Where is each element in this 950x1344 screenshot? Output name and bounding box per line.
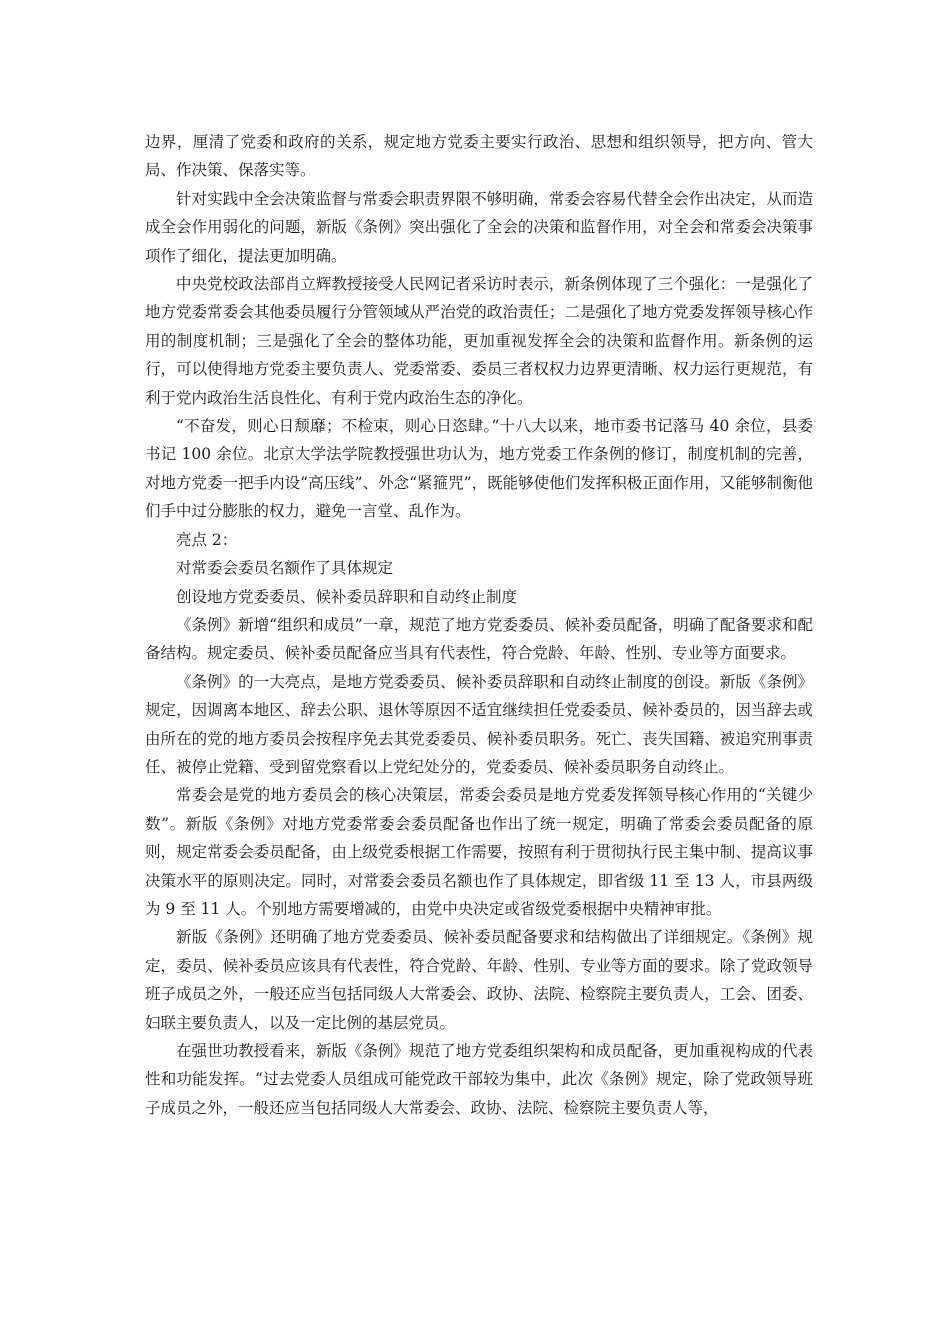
paragraph-quote: “不奋发，则心日颓靡；不检束，则心日恣肆。”十八大以来，地市委书记落马 40 余位，县委书记 100 余位。北京大学法学院教授强世功认为，地方党委工作条例的修订，制度机制的完善，对地方党委一把手内设“高压线”、外念“紧箍咒”，既能够使他们发挥积极正面作用，又能够制衡他们手中过分膨胀的权力，避免一言堂、乱作为。 (145, 417, 813, 521)
highlight-subheading-2: 创设地方党委委员、候补委员辞职和自动终止制度 (176, 587, 518, 606)
paragraph-standing-committee: 常委会是党的地方委员会的核心决策层，常委会委员是地方党委发挥领导核心作用的“关键少数”。新版《条例》对地方党委常委会委员配备也作出了统一规定，明确了常委会委员配备的原则，规定常委会委员配备，由上级党委根据工作需要，按照有利于贯彻执行民主集中制、提高议事决策水平的原则决定。同时，对常委会委员名额也作了具体规定，即省级 11 至 13 人，市县两级为 9 至 11 人。个别地方需要增减的，由党中央决定或省级党委根据中央精神审批。 (145, 786, 813, 918)
paragraph-resignation-system: 《条例》的一大亮点，是地方党委委员、候补委员辞职和自动终止制度的创设。新版《条例》规定，因调离本地区、辞去公职、退休等原因不适宜继续担任党委委员、候补委员的，因当辞去或由所在的党的地方委员会按程序免去其党委委员、候补委员职务。死亡、丧失国籍、被追究刑事责任、被停止党籍、受到留党察看以上党纪处分的，党委委员、候补委员职务自动终止。 (145, 672, 813, 776)
paragraph-continuation: 边界，厘清了党委和政府的关系，规定地方党委主要实行政治、思想和组织领导，把方向、管大局、作决策、保落实等。 (145, 133, 813, 180)
document-body (145, 128, 813, 1122)
paragraph-plenary-session: 针对实践中全会决策监督与常委会职责界限不够明确，常委会容易代替全会作出决定，从而造成全会作用弱化的问题，新版《条例》突出强化了全会的决策和监督作用，对全会和常委会决策事项作了细化，提法更加明确。 (145, 189, 813, 265)
paragraph-professor-view: 在强世功教授看来，新版《条例》规范了地方党委组织架构和成员配备，更加重视构成的代表性和功能发挥。“过去党委人员组成可能党政干部较为集中，此次《条例》规定，除了党政领导班子成员之外，一般还应当包括同级人大常委会、政协、法院、检察院主要负责人等， (145, 1042, 813, 1117)
highlight-heading: 亮点 2： (176, 530, 238, 549)
paragraph-organization-members: 《条例》新增“组织和成员”一章，规范了地方党委委员、候补委员配备，明确了配备要求和配备结构。规定委员、候补委员配备应当具有代表性，符合党龄、年龄、性别、专业等方面要求。 (145, 615, 813, 663)
paragraph-member-requirements: 新版《条例》还明确了地方党委委员、候补委员配备要求和结构做出了详细规定。《条例》规定，委员、候补委员应该具有代表性，符合党龄、年龄、性别、专业等方面的要求。除了党政领导班子成员之外，一般还应当包括同级人大常委会、政协、法院、检察院主要负责人，工会、团委、妇联主要负责人，以及一定比例的基层党员。 (145, 928, 813, 1032)
paragraph-professor-interview: 中央党校政法部肖立辉教授接受人民网记者采访时表示，新条例体现了三个强化：一是强化了地方党委常委会其他委员履行分管领域从严治党的政治责任；二是强化了地方党委发挥领导核心作用的制度机制；三是强化了全会的整体功能，更加重视发挥全会的决策和监督作用。新条例的运行，可以使得地方党委主要负责人、党委常委、委员三者权权力边界更清晰、权力运行更规范，有利于党内政治生活良性化、有利于党内政治生态的净化。 (145, 275, 813, 407)
highlight-subheading-1: 对常委会委员名额作了具体规定 (176, 559, 394, 578)
